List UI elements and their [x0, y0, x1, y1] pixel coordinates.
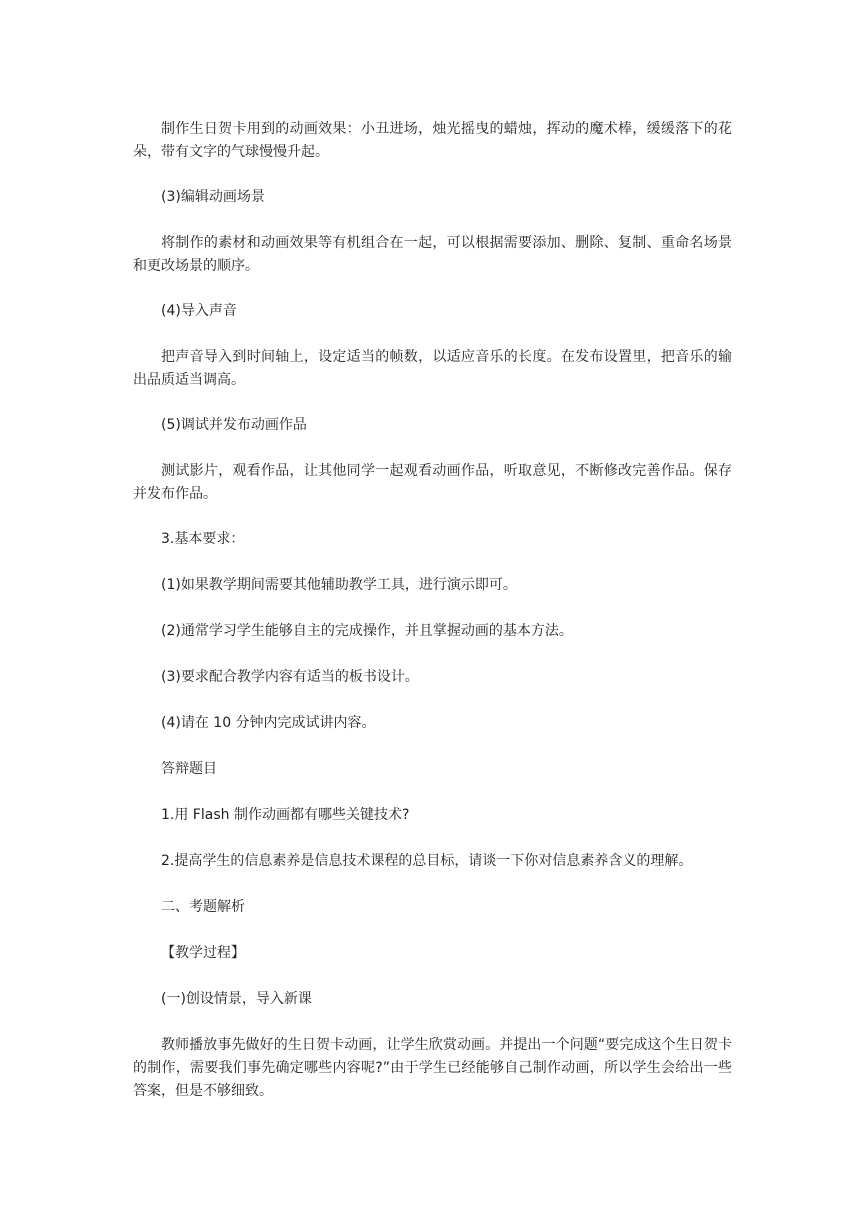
paragraph-teacher-plays: 教师播放事先做好的生日贺卡动画，让学生欣赏动画。并提出一个问题“要完成这个生日贺卡的制作，需要我们事先确定哪些内容呢?”由于学生已经能够自己制作动画，所以学生会给出一些答案，但是不够细致。 [133, 1037, 732, 1099]
heading-analysis: 二、考题解析 [161, 899, 245, 915]
heading-create-scenario: (一)创设情景，导入新课 [161, 991, 312, 1007]
heading-debug-publish: (5)调试并发布动画作品 [161, 417, 307, 433]
heading-teaching-process: 【教学过程】 [161, 945, 245, 961]
heading-defense-questions: 答辩题目 [161, 761, 217, 777]
requirement-item-1: (1)如果教学期间需要其他辅助教学工具，进行演示即可。 [161, 577, 517, 593]
paragraph-test-movie: 测试影片，观看作品，让其他同学一起观看动画作品，听取意见，不断修改完善作品。保存并发布作品。 [133, 463, 732, 502]
heading-edit-scene: (3)编辑动画场景 [161, 189, 265, 205]
paragraph-sound-timeline: 把声音导入到时间轴上，设定适当的帧数，以适应音乐的长度。在发布设置里，把音乐的输出品质适当调高。 [133, 349, 732, 388]
requirement-item-4: (4)请在 10 分钟内完成试讲内容。 [161, 715, 376, 731]
requirement-item-3: (3)要求配合教学内容有适当的板书设计。 [161, 669, 419, 685]
defense-question-2: 2.提高学生的信息素养是信息技术课程的总目标，请谈一下你对信息素养含义的理解。 [161, 853, 693, 869]
heading-basic-requirements: 3.基本要求： [161, 531, 245, 547]
paragraph-animation-effects: 制作生日贺卡用到的动画效果：小丑进场，烛光摇曳的蜡烛，挥动的魔术棒，缓缓落下的花朵，带有文字的气球慢慢升起。 [133, 121, 732, 160]
defense-question-1: 1.用 Flash 制作动画都有哪些关键技术? [161, 807, 410, 823]
paragraph-combine-scenes: 将制作的素材和动画效果等有机组合在一起，可以根据需要添加、删除、复制、重命名场景和更改场景的顺序。 [133, 235, 732, 274]
requirement-item-2: (2)通常学习学生能够自主的完成操作，并且掌握动画的基本方法。 [161, 623, 573, 639]
heading-import-sound: (4)导入声音 [161, 303, 237, 319]
